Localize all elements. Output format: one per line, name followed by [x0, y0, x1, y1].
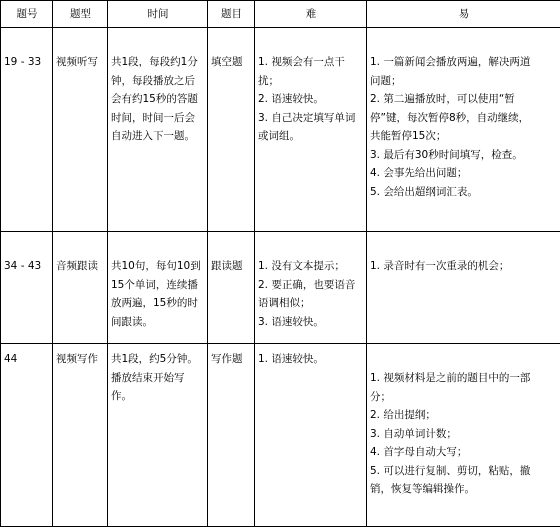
cell-hard [255, 344, 367, 527]
easy-line: 1. 一篇新闻会播放两遍，解决两道 [370, 53, 558, 72]
time-line: 共1段，约5分钟。 [111, 350, 205, 369]
cell-easy [367, 28, 560, 232]
hard-line: 1. 语速较快。 [258, 350, 364, 369]
easy-line: 1. 录音时有一次重录的机会； [370, 257, 558, 276]
cell-time [108, 28, 208, 232]
easy-line: 销，恢复等编辑操作。 [370, 480, 558, 499]
easy-line: 5. 会给出超纲词汇表。 [370, 183, 558, 202]
time-line: 共10句，每句10到 [111, 257, 205, 276]
header-time: 时间 [108, 1, 208, 28]
easy-line: 分； [370, 388, 558, 407]
easy-line: 3. 最后有30秒时间填写，检查。 [370, 146, 558, 165]
time-line: 15个单词，连续播 [111, 276, 205, 295]
number-text: 44 [4, 350, 50, 369]
header-type: 题型 [53, 1, 108, 28]
cell-number [1, 344, 53, 527]
cell-time [108, 232, 208, 344]
easy-line: 2. 第二遍播放时，可以使用“暂 [370, 90, 558, 109]
time-line: 钟，每段播放之后 [111, 72, 205, 91]
cell-time [108, 344, 208, 527]
hard-line: 3. 语速较快。 [258, 313, 364, 332]
time-line: 时间，时间一后会 [111, 109, 205, 128]
time-line: 放两遍，15秒的时 [111, 294, 205, 313]
hard-line: 1. 视频会有一点干 [258, 53, 364, 72]
cell-hard [255, 232, 367, 344]
easy-line: 问题； [370, 72, 558, 91]
easy-line: 5. 可以进行复制、剪切，粘贴，撤 [370, 462, 558, 481]
easy-line: 1. 视频材料是之前的题目中的一部 [370, 369, 558, 388]
type-text: 视频听写 [56, 53, 105, 72]
cell-number [1, 232, 53, 344]
header-hard: 难 [255, 1, 367, 28]
cell-item [208, 28, 255, 232]
type-text: 音频跟读 [56, 257, 105, 276]
table-row [1, 232, 560, 344]
cell-hard [255, 28, 367, 232]
cell-type [53, 232, 108, 344]
hard-line: 扰； [258, 72, 364, 91]
header-easy: 易 [367, 1, 560, 28]
hard-line: 1. 没有文本提示； [258, 257, 364, 276]
cell-type [53, 344, 108, 527]
cell-number [1, 28, 53, 232]
hard-line: 2. 语速较快。 [258, 90, 364, 109]
hard-line: 语调相似； [258, 294, 364, 313]
table-row [1, 344, 560, 527]
easy-line: 2. 给出提纲； [370, 406, 558, 425]
header-item: 题目 [208, 1, 255, 28]
easy-line: 4. 会事先给出问题； [370, 164, 558, 183]
cell-easy [367, 344, 560, 527]
item-text: 写作题 [211, 350, 252, 369]
cell-easy [367, 232, 560, 344]
time-line: 自动进入下一题。 [111, 127, 205, 146]
time-line: 播放结束开始写 [111, 369, 205, 388]
cell-item [208, 232, 255, 344]
time-line: 共1段，每段约1分 [111, 53, 205, 72]
item-text: 跟读题 [211, 257, 252, 276]
cell-type [53, 28, 108, 232]
number-text: 19 - 33 [4, 53, 50, 72]
time-line: 作。 [111, 387, 205, 406]
easy-line: 3. 自动单词计数； [370, 425, 558, 444]
item-text: 填空题 [211, 53, 252, 72]
table-row [1, 28, 560, 232]
hard-line: 3. 自己决定填写单词 [258, 109, 364, 128]
number-text: 34 - 43 [4, 257, 50, 276]
header-number: 题号 [1, 1, 53, 28]
header-row [1, 1, 560, 28]
easy-line: 停”键，每次暂停8秒，自动继续， [370, 109, 558, 128]
type-text: 视频写作 [56, 350, 105, 369]
cell-item [208, 344, 255, 527]
time-line: 间跟读。 [111, 313, 205, 332]
hard-line: 或词组。 [258, 127, 364, 146]
easy-line: 4. 首字母自动大写； [370, 443, 558, 462]
easy-line: 共能暂停15次； [370, 127, 558, 146]
hard-line: 2. 要正确，也要语音 [258, 276, 364, 295]
time-line: 会有约15秒的答题 [111, 90, 205, 109]
